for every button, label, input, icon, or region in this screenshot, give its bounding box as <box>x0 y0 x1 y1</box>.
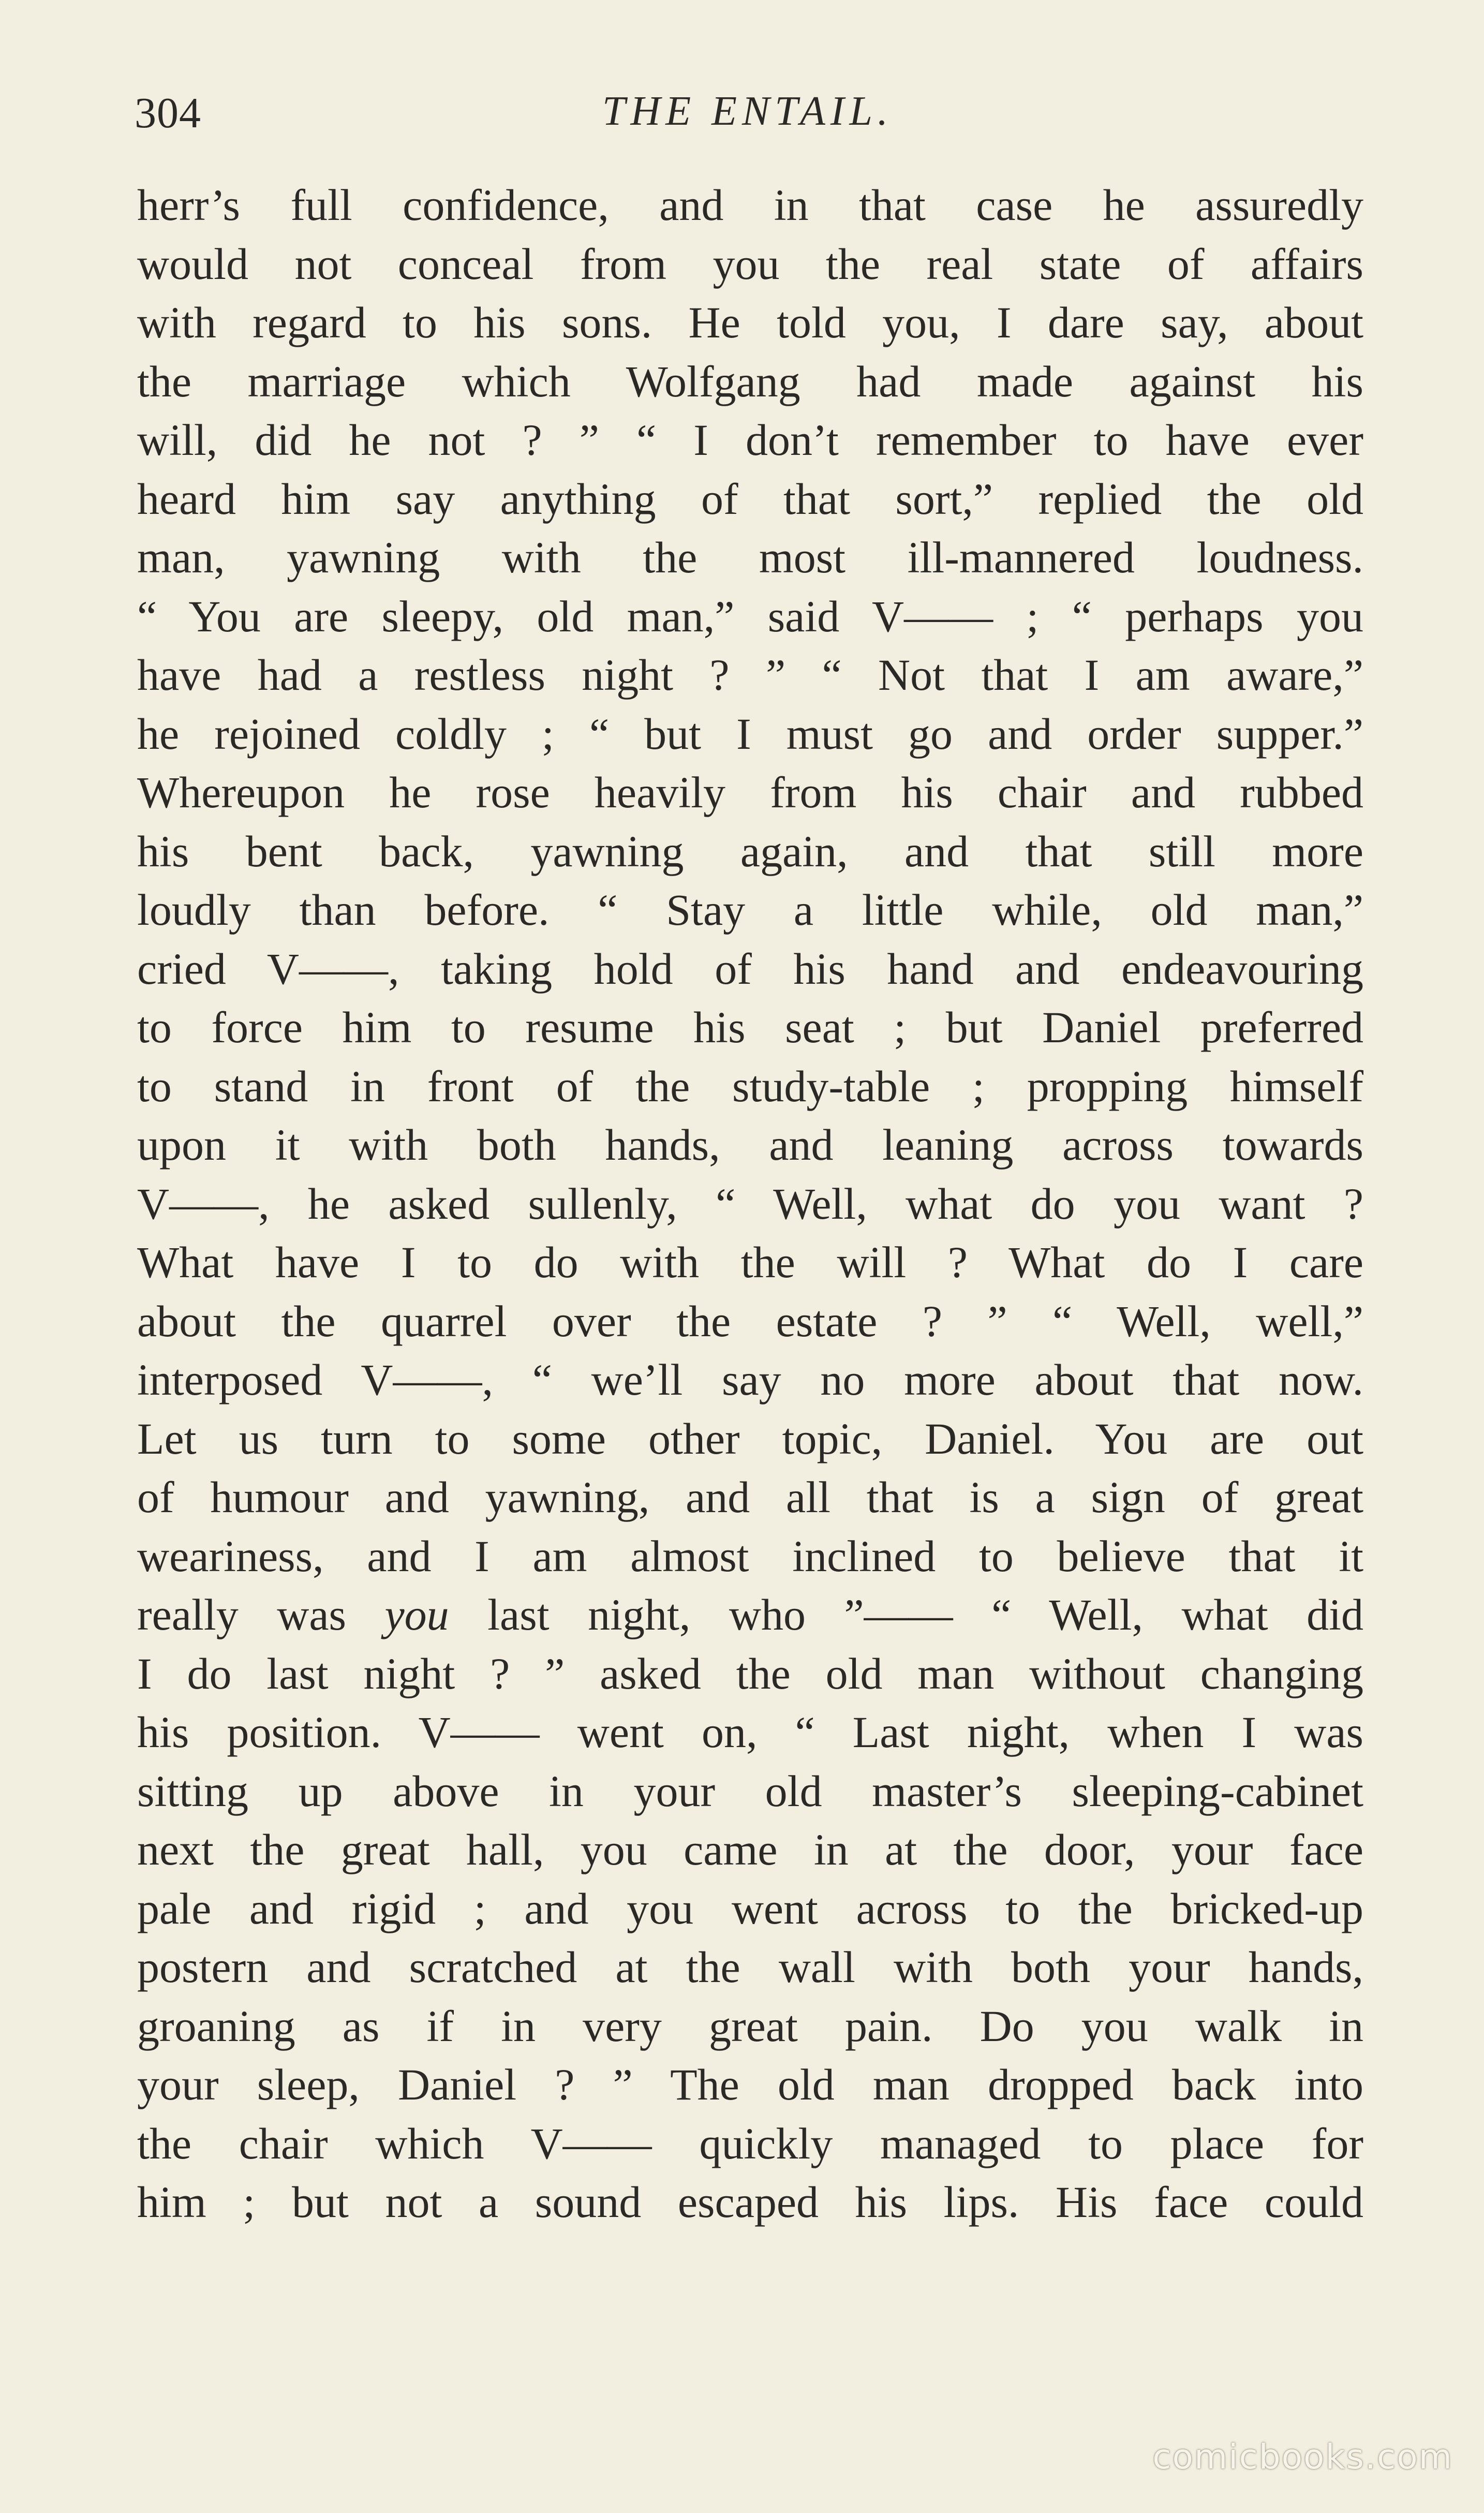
text-line: interposed V——, “ we’ll say no more about that now. <box>137 1355 1363 1405</box>
text-line: I do last night ? ” asked the old man without changing <box>137 1648 1363 1698</box>
text-line: will, did he not ? ” “ I don’t remember to have ever <box>137 415 1363 465</box>
page-header <box>135 78 1361 150</box>
text-line: your sleep, Daniel ? ” The old man dropped back into <box>137 2060 1363 2109</box>
text-line: V——, he asked sullenly, “ Well, what do you want ? <box>137 1178 1363 1229</box>
text-line: really was you last night, who ”—— “ Well, what did <box>137 1590 1363 1639</box>
text-line: pale and rigid ; and you went across to the bricked-up <box>137 1883 1363 1933</box>
text-line: to stand in front of the study-table ; propping himself <box>137 1061 1363 1111</box>
text-line: of humour and yawning, and all that is a sign of great <box>137 1472 1363 1522</box>
text-line: Whereupon he rose heavily from his chair and rubbed <box>137 767 1363 817</box>
text-line: heard him say anything of that sort,” replied the old <box>137 474 1363 524</box>
text-line: “ You are sleepy, old man,” said V—— ; “ perhaps you <box>137 591 1363 641</box>
text-line: would not conceal from you the real state of affairs <box>137 239 1363 289</box>
text-line: upon it with both hands, and leaning across towards <box>137 1120 1363 1170</box>
text-line: loudly than before. “ Stay a little while, old man,” <box>137 885 1363 935</box>
text-line: man, yawning with the most ill-mannered loudness. <box>137 533 1363 582</box>
text-line: have had a restless night ? ” “ Not that I am aware,” <box>137 650 1363 700</box>
text-line: the marriage which Wolfgang had made against his <box>137 356 1363 406</box>
text-line: him ; but not a sound escaped his lips. His face could <box>137 2177 1363 2227</box>
text-line: herr’s full confidence, and in that case he assuredly <box>137 180 1363 230</box>
text-line: cried V——, taking hold of his hand and endeavouring <box>137 943 1363 994</box>
watermark: comicbooks.com <box>1152 2437 1453 2477</box>
body-text <box>137 176 1363 2232</box>
text-line: groaning as if in very great pain. Do you walk in <box>137 2001 1363 2051</box>
text-line: to force him to resume his seat ; but Daniel preferred <box>137 1002 1363 1052</box>
emphasized-word: you <box>384 1590 449 1639</box>
text-line: Let us turn to some other topic, Daniel. You are out <box>137 1413 1363 1464</box>
text-line: next the great hall, you came in at the door, your face <box>137 1825 1363 1874</box>
text-line: sitting up above in your old master’s sleeping-cabinet <box>137 1766 1363 1816</box>
text-line: his position. V—— went on, “ Last night, when I was <box>137 1707 1363 1757</box>
page-number: 304 <box>135 89 201 137</box>
text-line: about the quarrel over the estate ? ” “ Well, well,” <box>137 1296 1363 1346</box>
text-line: postern and scratched at the wall with both your hands, <box>137 1942 1363 1992</box>
text-line: he rejoined coldly ; “ but I must go and order supper.” <box>137 708 1363 759</box>
text-line: the chair which V—— quickly managed to place for <box>137 2118 1363 2168</box>
text-line: weariness, and I am almost inclined to believe that it <box>137 1531 1363 1581</box>
text-line: What have I to do with the will ? What do I care <box>137 1237 1363 1287</box>
text-line: his bent back, yawning again, and that still more <box>137 826 1363 876</box>
text-line: with regard to his sons. He told you, I dare say, about <box>137 298 1363 347</box>
running-title: THE ENTAIL. <box>602 88 893 134</box>
